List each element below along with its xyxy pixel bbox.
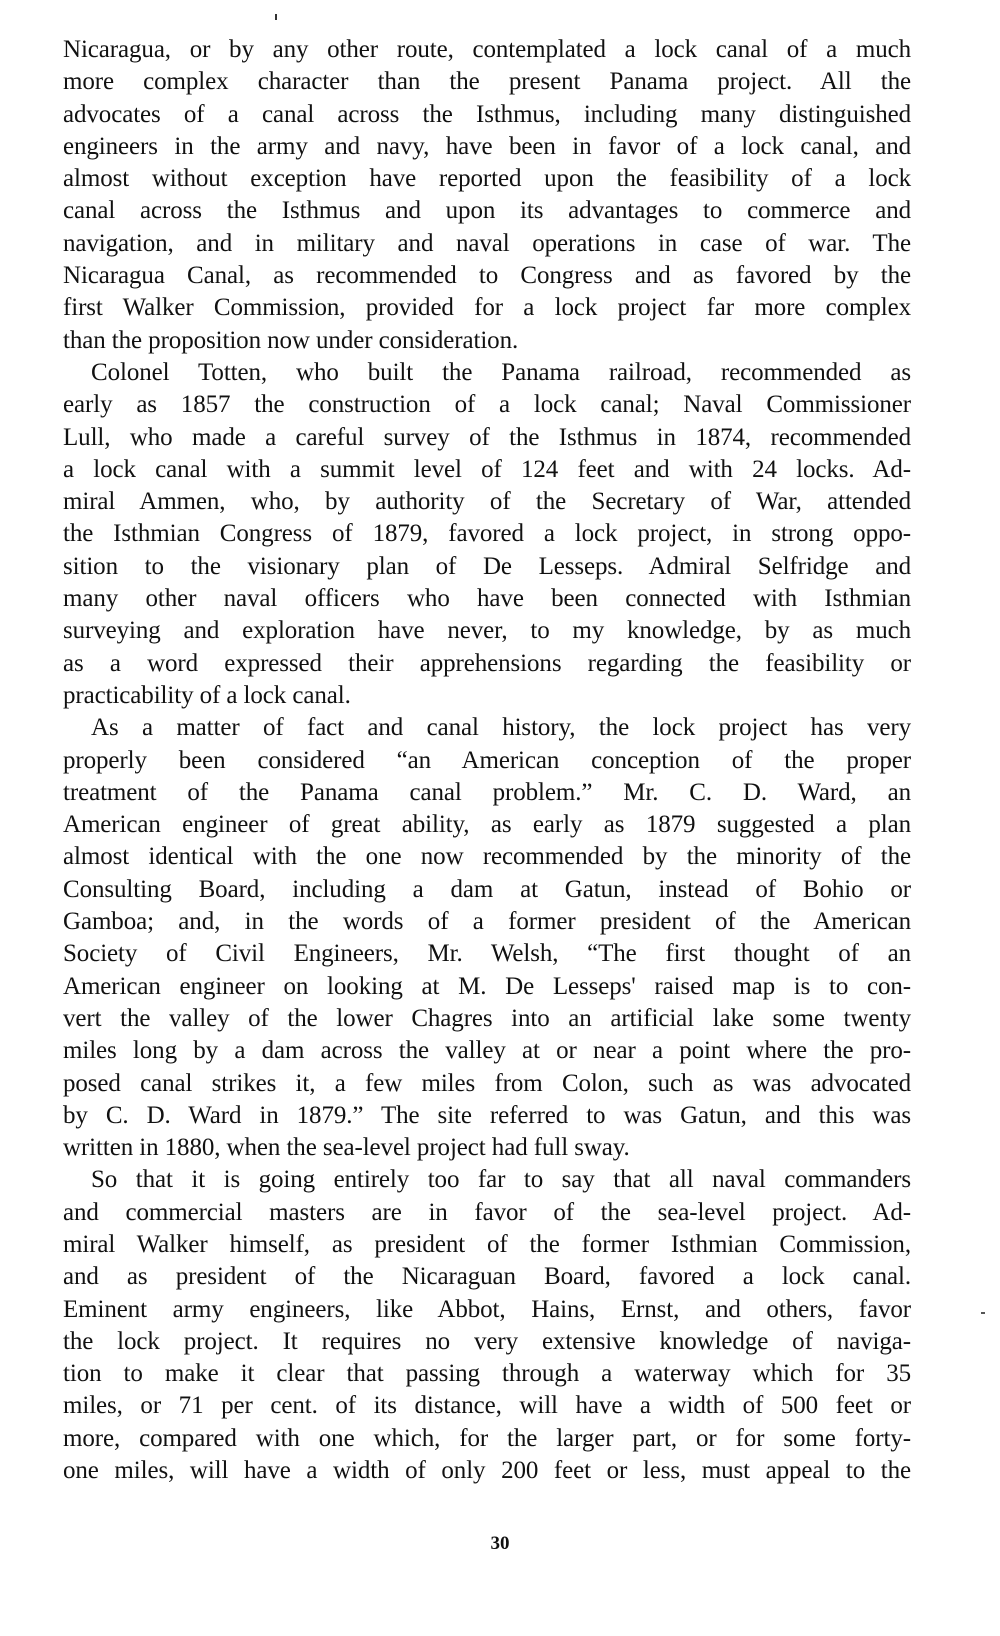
text-line: properly been considered “an American conception of the proper — [63, 746, 911, 774]
paragraph — [63, 34, 911, 357]
text-line: Nicaragua Canal, as recommended to Congress and as favored by the — [63, 262, 911, 290]
paragraph — [63, 712, 911, 1164]
text-line: Colonel Totten, who built the Panama railroad, recommended as — [91, 358, 911, 386]
text-line: the Isthmian Congress of 1879, favored a lock project, in strong oppo- — [63, 520, 911, 548]
text-line: posed canal strikes it, a few miles from Colon, such as was advocated — [63, 1069, 911, 1097]
text-line: sition to the visionary plan of De Lesseps. Admiral Selfridge and — [63, 552, 911, 580]
text-line: tion to make it clear that passing through a waterway which for 35 — [63, 1360, 911, 1388]
text-line: miral Walker himself, as president of the former Isthmian Commission, — [63, 1230, 911, 1258]
text-line: the lock project. It requires no very extensive knowledge of naviga- — [63, 1327, 911, 1355]
text-line: one miles, will have a width of only 200 feet or less, must appeal to the — [63, 1457, 911, 1485]
text-line: advocates of a canal across the Isthmus, including many distinguished — [63, 100, 911, 128]
text-line: Lull, who made a careful survey of the Isthmus in 1874, recommended — [63, 423, 911, 451]
text-line: and commercial masters are in favor of the sea-level project. Ad- — [63, 1198, 911, 1226]
text-line: Consulting Board, including a dam at Gatun, instead of Bohio or — [63, 875, 911, 903]
text-line: American engineer on looking at M. De Lesseps' raised map is to con- — [63, 972, 911, 1000]
page-number: 30 — [490, 1533, 510, 1554]
text-line: Eminent army engineers, like Abbot, Hains, Ernst, and others, favor — [63, 1295, 911, 1323]
paragraph — [63, 1164, 911, 1487]
text-line: navigation, and in military and naval operations in case of war. The — [63, 229, 911, 257]
text-line: almost without exception have reported upon the feasibility of a lock — [63, 165, 911, 193]
text-line: many other naval officers who have been connected with Isthmian — [63, 585, 911, 613]
paragraph — [63, 357, 911, 712]
text-line: vert the valley of the lower Chagres into an artificial lake some twenty — [63, 1004, 911, 1032]
text-line: written in 1880, when the sea-level project had full sway. — [63, 1134, 630, 1162]
text-line: more complex character than the present Panama project. All the — [63, 68, 911, 96]
scan-artifact-mark — [275, 14, 277, 20]
text-line: almost identical with the one now recommended by the minority of the — [63, 843, 911, 871]
text-line: canal across the Isthmus and upon its advantages to commerce and — [63, 197, 911, 225]
text-line: a lock canal with a summit level of 124 feet and with 24 locks. Ad- — [63, 455, 911, 483]
text-line: Society of Civil Engineers, Mr. Welsh, “The first thought of an — [63, 940, 911, 968]
text-line: treatment of the Panama canal problem.” Mr. C. D. Ward, an — [63, 778, 911, 806]
text-line: As a matter of fact and canal history, the lock project has very — [91, 714, 911, 742]
text-line: first Walker Commission, provided for a lock project far more complex — [63, 294, 911, 322]
text-line: miral Ammen, who, by authority of the Secretary of War, attended — [63, 488, 911, 516]
text-line: So that it is going entirely too far to say that all naval commanders — [91, 1166, 911, 1194]
text-line: as a word expressed their apprehensions regarding the feasibility or — [63, 649, 911, 677]
scan-artifact-mark — [981, 1312, 985, 1314]
text-line: than the proposition now under consideration. — [63, 326, 519, 354]
text-line: early as 1857 the construction of a lock canal; Naval Commissioner — [63, 391, 911, 419]
text-line: surveying and exploration have never, to my knowledge, by as much — [63, 617, 911, 645]
body-text — [63, 34, 911, 1487]
text-line: Gamboa; and, in the words of a former president of the American — [63, 908, 911, 936]
text-line: by C. D. Ward in 1879.” The site referred to was Gatun, and this was — [63, 1101, 911, 1129]
text-line: more, compared with one which, for the larger part, or for some forty- — [63, 1424, 911, 1452]
text-line: miles, or 71 per cent. of its distance, will have a width of 500 feet or — [63, 1392, 911, 1420]
text-line: engineers in the army and navy, have been in favor of a lock canal, and — [63, 132, 911, 160]
text-line: practicability of a lock canal. — [63, 681, 351, 709]
text-line: miles long by a dam across the valley at or near a point where the pro- — [63, 1037, 911, 1065]
text-line: American engineer of great ability, as early as 1879 suggested a plan — [63, 811, 911, 839]
text-line: and as president of the Nicaraguan Board, favored a lock canal. — [63, 1263, 911, 1291]
text-line: Nicaragua, or by any other route, contemplated a lock canal of a much — [63, 36, 911, 63]
